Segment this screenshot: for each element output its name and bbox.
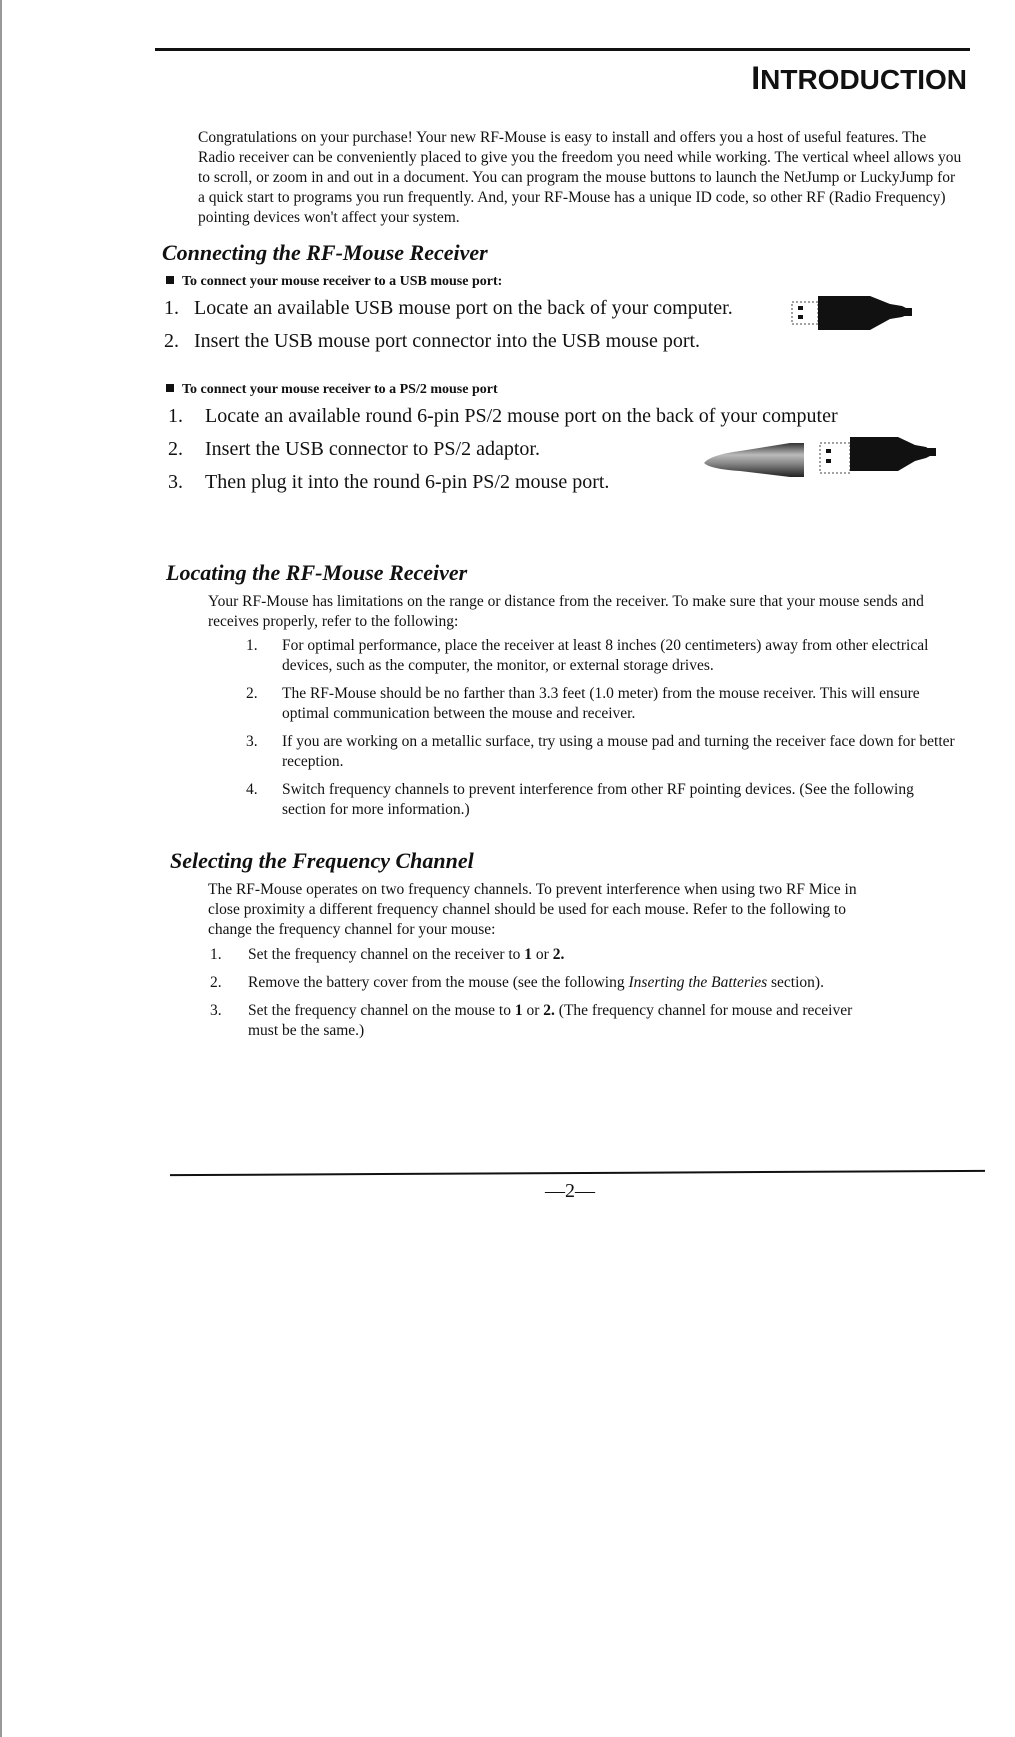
list-item: 2. Remove the battery cover from the mouse (see the following Inserting the Batteries section). (210, 974, 824, 991)
usb-connector-image (790, 290, 920, 336)
list-item: 1. Locate an available USB mouse port on the back of your computer. (164, 297, 733, 319)
locating-intro: Your RF-Mouse has limitations on the range or distance from the receiver. To make sure that your mouse sends and receives properly, refer to the following: (208, 593, 924, 630)
section-title-locating: Locating the RF-Mouse Receiver (166, 560, 468, 585)
list-item: 3. If you are working on a metallic surface, try using a mouse pad and turning the receiver face down for better reception. (246, 733, 955, 770)
list-item: 2. The RF-Mouse should be no farther than 3.3 feet (1.0 meter) from the mouse receiver. This will ensure optimal communication between the mouse and receiver. (246, 685, 920, 722)
section-title-connecting: Connecting the RF-Mouse Receiver (162, 240, 488, 265)
list-item: 2. Insert the USB mouse port connector into the USB mouse port. (164, 330, 701, 352)
list-item: 3. Set the frequency channel on the mouse to 1 or 2. (The frequency channel for mouse and receiver must be the same.) (210, 1002, 853, 1039)
selecting-intro: The RF-Mouse operates on two frequency channels. To prevent interference when using two RF Mice in close proximity a different frequency channel should be used for each mouse. Refer to the following to change the frequency channel for your mouse: (208, 881, 857, 938)
list-item: 1. For optimal performance, place the receiver at least 8 inches (20 centimeters) away from other electrical devices, such as the computer, the monitor, or external storage drives. (246, 637, 929, 674)
list-item: 1. Set the frequency channel on the receiver to 1 or 2. (210, 946, 565, 963)
page-number: —2— (545, 1180, 595, 1202)
locating-list (246, 636, 956, 828)
bullet-square (166, 384, 174, 392)
usb-steps (164, 297, 784, 363)
list-item: 3. Then plug it into the round 6-pin PS/2 mouse port. (168, 471, 610, 493)
header-rule (155, 48, 970, 51)
list-item: 1. Locate an available round 6-pin PS/2 mouse port on the back of your computer (168, 405, 838, 427)
usb-heading: To connect your mouse receiver to a USB mouse port: (166, 274, 502, 290)
intro-paragraph: Congratulations on your purchase! Your new RF-Mouse is easy to install and offers you a host of useful features. The Radio receiver can be conveniently placed to give you the freedom you need while working. The vertical wheel allows you to scroll, or zoom in and out in a document. You can program the mouse buttons to launch the NetJump or LuckyJump for a quick start to programs you run frequently. And, your RF-Mouse has a unique ID code, so other RF (Radio Frequency) pointing devices won't affect your system. (198, 129, 962, 226)
list-item: 4. Switch frequency channels to prevent interference from other RF pointing devices. (See the following section for more information.) (246, 781, 914, 818)
bullet-square (166, 276, 174, 284)
scan-edge (0, 0, 2, 1737)
ps2-adaptor-image (700, 433, 940, 483)
selecting-list (210, 945, 870, 1049)
ps2-heading: To connect your mouse receiver to a PS/2 mouse port (166, 382, 498, 398)
list-item: 2. Insert the USB connector to PS/2 adaptor. (168, 438, 540, 460)
section-title-selecting: Selecting the Frequency Channel (170, 848, 474, 873)
footer-rule (170, 1170, 985, 1176)
page-title: INTRODUCTION (751, 60, 967, 96)
